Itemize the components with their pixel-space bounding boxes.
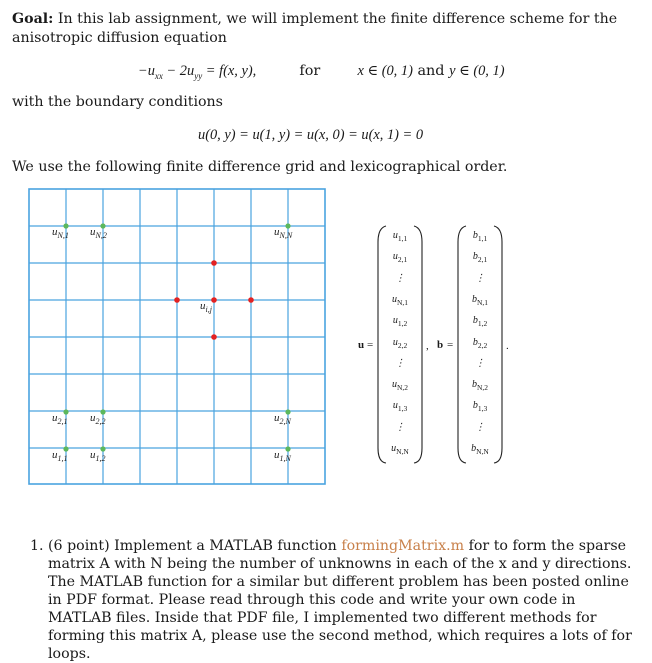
u-entry-symbol: u — [391, 379, 397, 391]
b-entry — [460, 230, 500, 243]
stencil-right — [248, 297, 254, 303]
pde-rhs: = f(x, y), — [202, 63, 257, 79]
b-entry — [460, 337, 500, 350]
u-eq: = — [367, 339, 374, 351]
label-21: $u_{2,1}$ — [52, 412, 68, 426]
goal-text: In this lab assignment, we will implement the finite difference scheme for the anisotropic diffusion equation — [12, 11, 618, 46]
u-entry-index: N,N — [396, 447, 409, 456]
node-11 — [63, 446, 68, 451]
label-2n: $u_{2,N}$ — [274, 412, 291, 426]
u-entry — [380, 358, 420, 371]
b-entry-symbol: b — [471, 443, 477, 454]
stencil-bottom — [211, 334, 217, 340]
u-entry-symbol: u — [392, 251, 398, 263]
b-entry-index: 1,1 — [477, 234, 488, 243]
pde-domain-y: y ∈ (0, 1) — [449, 63, 505, 79]
vectors-u-b — [340, 222, 510, 467]
task-part1: (6 point) Implement a MATLAB function — [48, 538, 342, 554]
task-text — [48, 537, 640, 663]
node-22 — [100, 409, 105, 414]
stencil-top — [211, 260, 217, 266]
b-entry-symbol: b — [471, 379, 477, 391]
b-entry-index: 1,3 — [477, 404, 488, 414]
boundary-conditions: u(0, y) = u(1, y) = u(x, 0) = u(x, 1) = 0 — [198, 127, 424, 143]
stencil-center — [211, 297, 217, 303]
label-n1: $u_{N,1}$ — [52, 226, 69, 240]
grid-svg — [28, 188, 326, 485]
bc-intro: with the boundary conditions — [12, 94, 223, 110]
u-entry — [380, 251, 420, 264]
label-22: $u_{2,2}$ — [90, 412, 106, 426]
pde-for: for — [299, 63, 321, 79]
u-entry-symbol: u — [392, 400, 398, 412]
u-vector-label: u — [358, 339, 365, 351]
b-entry-symbol: b — [472, 230, 478, 241]
u-entry-index: N,1 — [396, 297, 409, 307]
u-entry — [380, 294, 420, 307]
node-21 — [63, 409, 68, 414]
pde-lhs: −u — [138, 63, 155, 79]
u-entry — [380, 315, 420, 328]
u-entry-index: 2,1 — [397, 255, 408, 265]
b-entry-index: 2,2 — [477, 340, 488, 350]
u-entry-symbol: u — [392, 336, 398, 348]
u-entry — [380, 422, 420, 435]
b-entry — [460, 379, 500, 392]
u-entry-index: 2,2 — [397, 340, 408, 350]
b-entry-symbol: ⋮ — [475, 357, 485, 369]
b-entry-index: N,2 — [476, 383, 489, 393]
b-eq: = — [447, 339, 454, 351]
b-entry-index: 1,2 — [477, 319, 488, 329]
label-1n: $u_{1,N}$ — [274, 449, 291, 463]
u-entry — [380, 400, 420, 413]
u-entry-symbol: ⋮ — [395, 272, 405, 284]
b-entry-symbol: b — [472, 400, 478, 412]
b-vector-label: b — [437, 339, 444, 351]
u-entry — [380, 379, 420, 392]
node-1n — [285, 446, 290, 451]
b-entry-index: 2,1 — [477, 255, 488, 265]
label-nn: $u_{N,N}$ — [274, 226, 293, 240]
u-entry-symbol: ⋮ — [395, 357, 405, 369]
label-11: $u_{1,1}$ — [52, 449, 68, 463]
node-12 — [100, 446, 105, 451]
node-nn — [285, 223, 290, 228]
b-entry — [460, 251, 500, 264]
u-entry — [380, 273, 420, 286]
b-entry — [460, 358, 500, 371]
pde-and: and — [417, 63, 445, 79]
b-entry — [460, 315, 500, 328]
u-entry-symbol: u — [391, 293, 397, 305]
pde-equation — [138, 62, 504, 85]
b-entry — [460, 443, 500, 456]
pde-domain-x: x ∈ (0, 1) — [357, 63, 413, 79]
b-entry — [460, 422, 500, 435]
finite-difference-grid — [28, 188, 326, 485]
b-entry-symbol: b — [472, 315, 478, 327]
b-entry — [460, 294, 500, 307]
pde-mid-sub: yy — [194, 70, 203, 81]
grid-intro: We use the following finite difference grid and lexicographical order. — [12, 159, 508, 175]
vec-comma: , — [426, 340, 429, 352]
u-entry — [380, 443, 420, 456]
b-entry-symbol: ⋮ — [475, 421, 485, 433]
b-entry-symbol: b — [472, 251, 478, 263]
u-entry-index: 1,2 — [397, 319, 408, 329]
label-n2: $u_{N,2}$ — [90, 226, 107, 240]
b-entry-symbol: ⋮ — [475, 272, 485, 284]
task-number: 1. — [30, 538, 44, 554]
label-12: $u_{1,2}$ — [90, 449, 106, 463]
pde-mid: − 2u — [162, 63, 195, 79]
stencil-left — [174, 297, 180, 303]
u-entry — [380, 230, 420, 243]
b-entry-symbol: b — [472, 336, 478, 348]
node-n2 — [100, 223, 105, 228]
u-entry-symbol: u — [392, 315, 398, 327]
task-part2: for to form the sparse matrix A with N being the number of unknowns in each of the x and y directions. The MATLAB function for a similar but different problem has been posted online in PDF format. Please read through this code and write your own code in MATLAB files. Inside that PDF file, I implemented two different methods for forming this matrix A, please use the second method, which requires a lots of for loops. — [48, 538, 632, 662]
label-ij: $u_{i,j}$ — [200, 300, 212, 314]
u-entry-symbol: u — [392, 230, 398, 241]
b-entry — [460, 400, 500, 413]
goal-label: Goal: — [12, 11, 54, 27]
node-2n — [285, 409, 290, 414]
b-entry-symbol: b — [471, 293, 477, 305]
u-entry-index: 1,1 — [397, 234, 408, 243]
u-entry-index: 1,3 — [397, 404, 408, 414]
pde-lhs-sub: xx — [154, 70, 163, 81]
b-entry-index: N,1 — [476, 297, 489, 307]
u-entry-symbol: u — [391, 443, 397, 454]
node-n1 — [63, 223, 68, 228]
goal-paragraph — [12, 10, 640, 48]
b-entry-index: N,N — [476, 447, 489, 456]
u-entry-index: N,2 — [396, 383, 409, 393]
u-entry — [380, 337, 420, 350]
function-name-link[interactable]: formingMatrix.m — [341, 538, 465, 554]
u-entry-symbol: ⋮ — [395, 421, 405, 433]
b-entry — [460, 273, 500, 286]
vec-period: . — [506, 340, 509, 352]
